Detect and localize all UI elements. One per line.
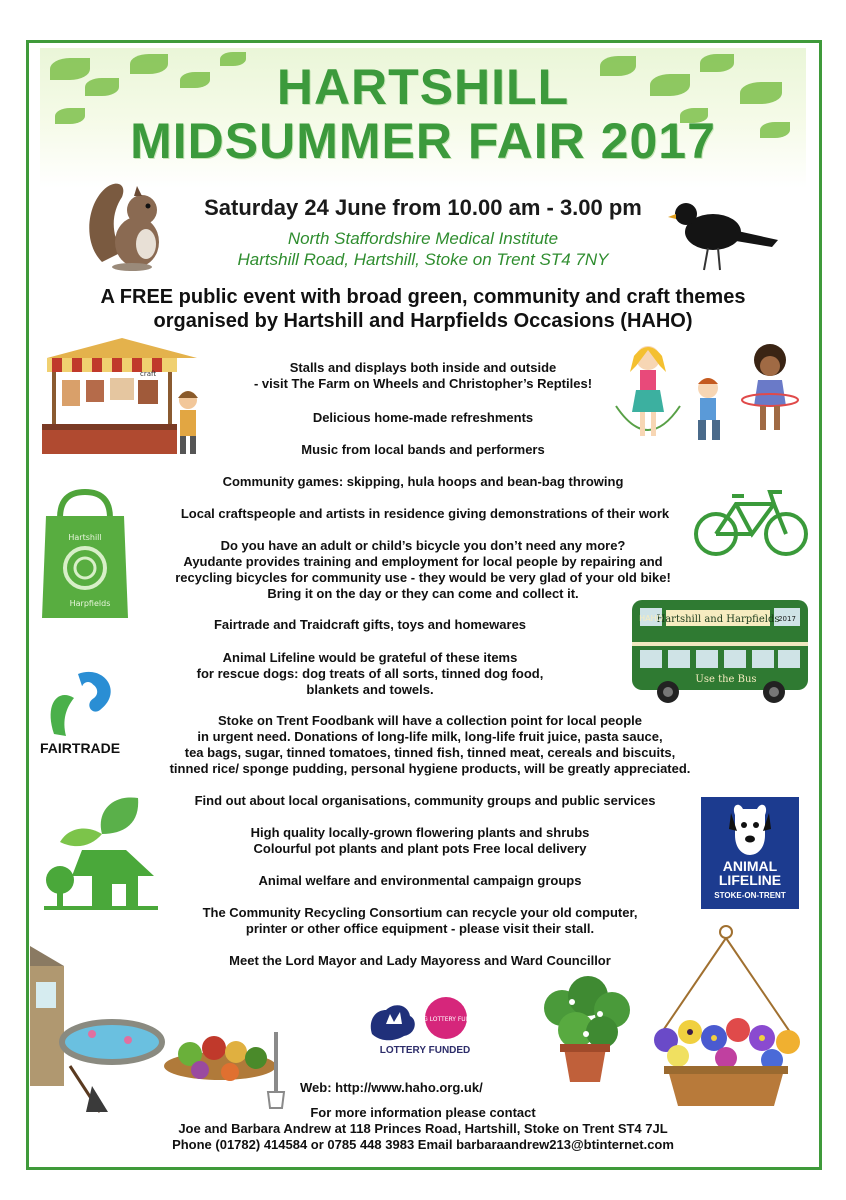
title-line-1: HARTSHILL	[276, 59, 570, 115]
item-stalls-line-2: - visit The Farm on Wheels and Christopher’s Reptiles!	[253, 376, 593, 391]
intro-line-2: organised by Hartshill and Harpfields Occasions (HAHO)	[153, 310, 693, 332]
item-stalls	[110, 360, 736, 392]
animal-lifeline-line-2: LIFELINE	[718, 872, 782, 888]
item-organisations	[160, 793, 690, 809]
contact-phone-email: Phone (01782) 414584 or 0785 448 3983 Email barbaraandrew213@btinternet.com	[172, 1137, 674, 1152]
bag-text-bottom: Harpfields	[69, 599, 111, 608]
item-plants	[180, 825, 660, 857]
venue-line-2: Hartshill Road, Hartshill, Stoke on Trent ST4 7NY	[237, 250, 609, 269]
item-foodbank-line-2: in urgent need. Donations of long-life milk, long-life fruit juice, pasta sauce,	[197, 729, 663, 744]
website-link[interactable]: Web: http://www.haho.org.uk/	[300, 1080, 483, 1095]
item-plants-line-1: High quality locally-grown flowering plants and shrubs	[250, 825, 590, 840]
bus-number: 2017	[778, 615, 796, 623]
item-animal-lifeline-line-2: for rescue dogs: dog treats of all sorts, tinned dog food,	[196, 666, 544, 681]
potted-plant-image	[532, 974, 638, 1086]
lottery-funded-label: LOTTERY FUNDED	[379, 1045, 471, 1056]
big-lottery-fund-logo	[417, 994, 475, 1042]
item-music-line-1: Music from local bands and performers	[301, 442, 545, 457]
bus-destination: Hartshill and Harpfields	[656, 614, 780, 625]
item-fairtrade	[120, 617, 620, 633]
eco-house-icon	[42, 794, 162, 912]
item-recycling-line-2: printer or other office equipment - please visit their stall.	[245, 921, 595, 936]
item-games	[110, 474, 736, 490]
contact-heading: For more information please contact	[310, 1105, 536, 1120]
fairtrade-label: FAIRTRADE	[40, 740, 121, 756]
item-crafts-line-1: Local craftspeople and artists in residence giving demonstrations of their work	[180, 506, 670, 521]
item-refreshments	[110, 410, 736, 426]
item-bicycle	[110, 538, 736, 602]
item-stalls-line-1: Stalls and displays both inside and outside	[289, 360, 557, 375]
children-playing-image	[608, 336, 808, 456]
item-foodbank-line-3: tea bags, sugar, tinned tomatoes, tinned fish, tinned meat, cereals and biscuits,	[184, 745, 676, 760]
item-bicycle-line-4: Bring it on the day or they can come and collect it.	[267, 586, 579, 601]
animal-lifeline-location: STOKE-ON-TRENT	[714, 891, 786, 900]
item-recycling	[170, 905, 670, 937]
item-organisations-line-1: Find out about local organisations, community groups and public services	[194, 793, 656, 808]
item-lord-mayor	[170, 953, 670, 969]
date-time: Saturday 24 June from 10.00 am - 3.00 pm	[204, 195, 642, 220]
item-games-line-1: Community games: skipping, hula hoops and bean-bag throwing	[222, 474, 624, 489]
animal-lifeline-name	[701, 859, 799, 887]
item-bicycle-line-1: Do you have an adult or child’s bicycle you don’t need any more?	[220, 538, 626, 553]
item-bicycle-line-2: Ayudante provides training and employment for local people by repairing and	[183, 554, 663, 569]
craft-stall-sign: craft	[140, 370, 157, 378]
bag-text-top: Hartshill	[68, 533, 102, 542]
item-refreshments-line-1: Delicious home-made refreshments	[312, 410, 534, 425]
item-foodbank-line-4: tinned rice/ sponge pudding, personal hygiene products, will be greatly appreciated.	[169, 761, 691, 776]
venue-line-1: North Staffordshire Medical Institute	[287, 229, 559, 248]
item-animal-lifeline-line-3: blankets and towels.	[306, 682, 434, 697]
item-music	[110, 442, 736, 458]
contact-address: Joe and Barbara Andrew at 118 Princes Road, Hartshill, Stoke on Trent ST4 7JL	[178, 1121, 668, 1136]
item-bicycle-line-3: recycling bicycles for community use - they would be very glad of your old bike!	[175, 570, 671, 585]
fairtrade-logo	[44, 664, 124, 740]
animal-lifeline-line-1: ANIMAL	[722, 858, 778, 874]
item-animal-lifeline	[120, 650, 620, 698]
item-foodbank-line-1: Stoke on Trent Foodbank will have a collection point for local people	[218, 713, 642, 728]
big-lottery-text: BIG LOTTERY FUND	[417, 1016, 475, 1023]
item-recycling-line-1: The Community Recycling Consortium can recycle your old computer,	[202, 905, 638, 920]
item-crafts	[140, 506, 710, 522]
blackbird-image	[668, 192, 780, 274]
hanging-basket-image	[642, 922, 810, 1110]
intro-text	[30, 285, 816, 333]
item-animal-lifeline-line-1: Animal Lifeline would be grateful of these items	[222, 650, 518, 665]
title-line-2: MIDSUMMER FAIR 2017	[130, 113, 716, 169]
item-animal-welfare-line-1: Animal welfare and environmental campaign groups	[258, 873, 582, 888]
intro-line-1: A FREE public event with broad green, community and craft themes	[100, 286, 746, 308]
item-animal-welfare	[180, 873, 660, 889]
bus-front-sign: HAHO	[639, 614, 663, 623]
bus-image	[628, 594, 812, 706]
dog-icon	[725, 801, 775, 857]
national-lottery-logo	[364, 994, 424, 1042]
item-lord-mayor-line-1: Meet the Lord Mayor and Lady Mayoress and Ward Councillor	[229, 953, 611, 968]
item-fairtrade-line-1: Fairtrade and Traidcraft gifts, toys and homewares	[213, 617, 527, 632]
item-plants-line-2: Colourful pot plants and plant pots Free local delivery	[253, 841, 587, 856]
item-foodbank	[120, 713, 740, 777]
bus-side-text: Use the Bus	[695, 674, 757, 685]
animal-lifeline-logo	[701, 797, 799, 909]
